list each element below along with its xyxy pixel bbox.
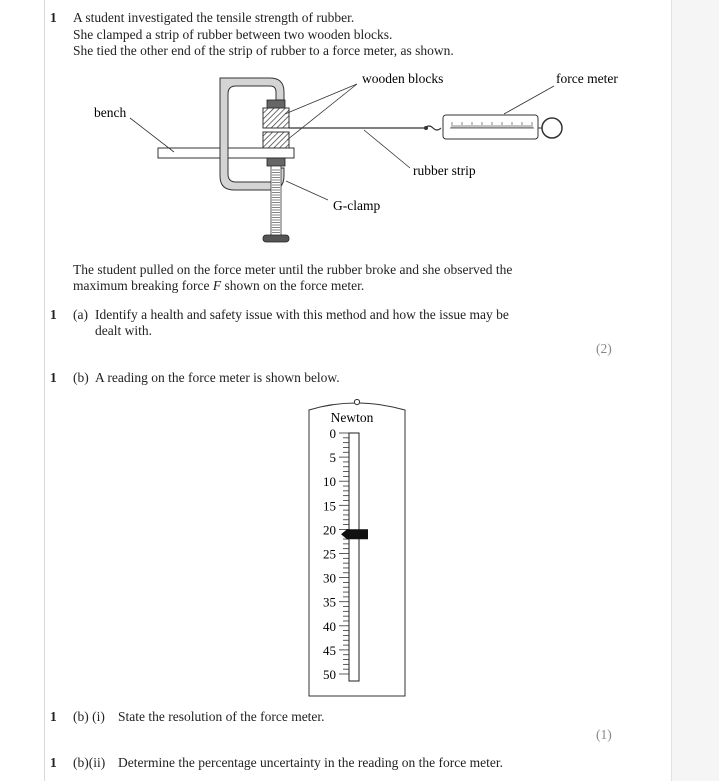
scale-label: 50 (323, 667, 336, 682)
scale-label: 25 (323, 546, 336, 562)
label-g-clamp: G-clamp (333, 198, 381, 213)
scale-label: 10 (323, 474, 336, 490)
label-wooden-blocks: wooden blocks (362, 71, 444, 86)
variable-f: F (212, 278, 222, 293)
scale-label: 30 (323, 570, 336, 586)
intro-line-1: A student investigated the tensile strength of rubber. (73, 10, 355, 25)
scale-label: 15 (323, 498, 336, 514)
label-rubber-strip: rubber strip (413, 163, 476, 178)
part-b-ii-text: Determine the percentage uncertainty in the reading on the force meter. (118, 755, 503, 770)
part-a-line-2: dealt with. (95, 323, 152, 338)
wooden-block-top (263, 108, 289, 128)
scale-label: 40 (323, 618, 336, 634)
question-number: 1 (50, 10, 57, 25)
part-b-i-text: State the resolution of the force meter. (118, 709, 325, 724)
g-clamp-screw (271, 166, 281, 236)
g-clamp-handle (263, 235, 289, 242)
meter-top-ring (354, 399, 359, 404)
part-b-i-label: (b) (i) (73, 709, 105, 724)
wooden-block-bottom (263, 132, 289, 148)
right-margin (671, 0, 719, 781)
part-a-qnum: 1 (50, 307, 57, 322)
force-meter-ring (542, 118, 562, 138)
method-line-1: The student pulled on the force meter until the rubber broke and she observed the (73, 262, 513, 277)
part-b-text: A reading on the force meter is shown below. (95, 370, 340, 385)
clamp-bottom-pad (267, 158, 285, 166)
intro-line-2: She clamped a strip of rubber between two wooden blocks. (73, 27, 393, 42)
intro-line-3: She tied the other end of the strip of rubber to a force meter, as shown. (73, 43, 454, 58)
apparatus-diagram (80, 64, 640, 254)
part-b-i-marks: (1) (596, 727, 612, 742)
scale-label: 35 (323, 594, 336, 610)
part-b-qnum: 1 (50, 370, 57, 385)
label-force-meter: force meter (556, 71, 618, 86)
force-meter-diagram (305, 396, 409, 698)
meter-slot (349, 433, 359, 681)
part-a-line-1: Identify a health and safety issue with this method and how the issue may be (95, 307, 509, 322)
scale-label: 0 (329, 426, 336, 441)
scale-label: 5 (329, 450, 336, 466)
scale-label: 45 (323, 642, 336, 658)
scale-label: 20 (323, 522, 336, 538)
part-b-label: (b) (73, 370, 89, 385)
method-line-2: maximum breaking force F shown on the force meter. (73, 278, 365, 293)
part-a-marks: (2) (596, 341, 612, 356)
clamp-top-pad (267, 100, 285, 108)
meter-unit-label: Newton (330, 410, 374, 425)
part-b-ii-label: (b)(ii) (73, 755, 106, 770)
part-a-label: (a) (73, 307, 88, 322)
label-bench: bench (94, 105, 127, 120)
part-b-ii-qnum: 1 (50, 755, 57, 770)
part-b-i-qnum: 1 (50, 709, 57, 724)
